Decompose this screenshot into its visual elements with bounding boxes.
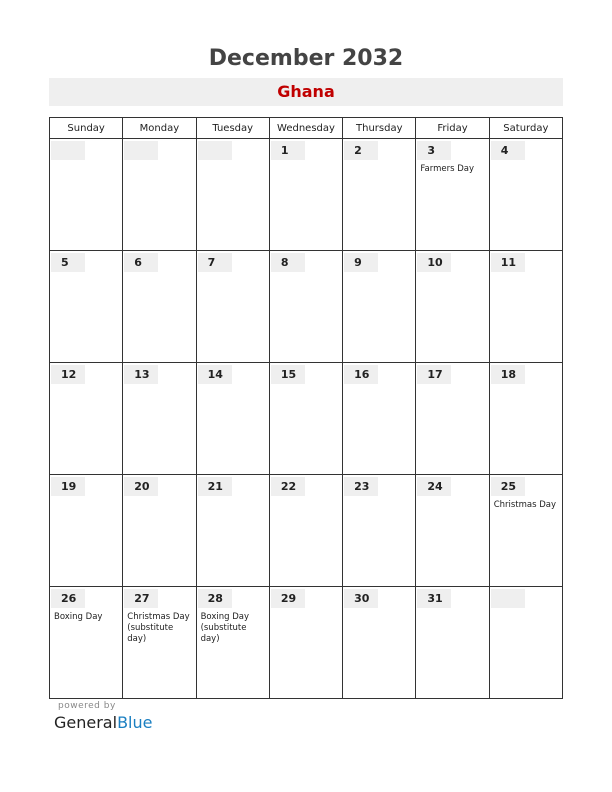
day-cell bbox=[416, 139, 489, 251]
day-cell bbox=[416, 251, 489, 363]
day-number: 5 bbox=[51, 253, 85, 272]
day-cell bbox=[196, 475, 269, 587]
day-cell bbox=[269, 139, 342, 251]
day-cell bbox=[196, 139, 269, 251]
day-number bbox=[51, 141, 85, 160]
day-number: 17 bbox=[417, 365, 451, 384]
day-cell bbox=[489, 363, 562, 475]
day-number: 14 bbox=[198, 365, 232, 384]
weekday-header: Tuesday bbox=[196, 118, 269, 139]
page-title: December 2032 bbox=[208, 46, 404, 71]
brand-logo[interactable] bbox=[54, 713, 152, 732]
day-number: 27 bbox=[124, 589, 158, 608]
weekday-header: Monday bbox=[123, 118, 196, 139]
day-number: 28 bbox=[198, 589, 232, 608]
day-cell bbox=[50, 587, 123, 699]
week-row bbox=[50, 139, 563, 251]
day-cell bbox=[343, 251, 416, 363]
day-cell bbox=[269, 251, 342, 363]
weekday-header: Sunday bbox=[50, 118, 123, 139]
holiday-label: Boxing Day (substitute day) bbox=[200, 612, 249, 644]
day-cell bbox=[343, 475, 416, 587]
holiday-label: Christmas Day (substitute day) bbox=[127, 612, 190, 644]
holiday-label: Boxing Day bbox=[54, 612, 103, 622]
day-number: 12 bbox=[51, 365, 85, 384]
week-row bbox=[50, 251, 563, 363]
day-cell bbox=[489, 475, 562, 587]
week-row bbox=[50, 587, 563, 699]
weekday-header-row bbox=[50, 118, 563, 139]
day-cell bbox=[50, 475, 123, 587]
day-number: 8 bbox=[271, 253, 305, 272]
day-number: 22 bbox=[271, 477, 305, 496]
day-cell bbox=[416, 363, 489, 475]
day-cell bbox=[343, 363, 416, 475]
day-number: 10 bbox=[417, 253, 451, 272]
day-cell bbox=[489, 139, 562, 251]
day-number: 4 bbox=[491, 141, 525, 160]
day-cell bbox=[196, 363, 269, 475]
day-number: 15 bbox=[271, 365, 305, 384]
day-number: 19 bbox=[51, 477, 85, 496]
holiday-label: Farmers Day bbox=[420, 164, 474, 174]
weekday-header: Wednesday bbox=[269, 118, 342, 139]
day-cell bbox=[269, 475, 342, 587]
day-number bbox=[124, 141, 158, 160]
day-number: 2 bbox=[344, 141, 378, 160]
day-number: 23 bbox=[344, 477, 378, 496]
weekday-header: Saturday bbox=[489, 118, 562, 139]
holiday-label: Christmas Day bbox=[493, 500, 557, 510]
day-number: 1 bbox=[271, 141, 305, 160]
weekday-header: Thursday bbox=[343, 118, 416, 139]
day-cell bbox=[123, 587, 196, 699]
day-cell bbox=[489, 251, 562, 363]
day-number: 24 bbox=[417, 477, 451, 496]
day-cell bbox=[123, 475, 196, 587]
day-cell bbox=[416, 475, 489, 587]
day-number: 6 bbox=[124, 253, 158, 272]
powered-by-label: powered by bbox=[58, 701, 116, 711]
day-number: 7 bbox=[198, 253, 232, 272]
day-number bbox=[198, 141, 232, 160]
week-row bbox=[50, 475, 563, 587]
day-number: 13 bbox=[124, 365, 158, 384]
day-number: 21 bbox=[198, 477, 232, 496]
day-cell bbox=[489, 587, 562, 699]
day-number: 25 bbox=[491, 477, 525, 496]
day-cell bbox=[50, 139, 123, 251]
day-cell bbox=[50, 251, 123, 363]
day-cell bbox=[343, 139, 416, 251]
day-cell bbox=[343, 587, 416, 699]
day-number: 16 bbox=[344, 365, 378, 384]
day-number: 31 bbox=[417, 589, 451, 608]
calendar-grid bbox=[49, 117, 563, 699]
country-name: Ghana bbox=[49, 78, 563, 106]
day-cell bbox=[123, 251, 196, 363]
day-number: 30 bbox=[344, 589, 378, 608]
day-number: 18 bbox=[491, 365, 525, 384]
day-number: 9 bbox=[344, 253, 378, 272]
day-cell bbox=[123, 363, 196, 475]
day-cell bbox=[269, 363, 342, 475]
day-cell bbox=[416, 587, 489, 699]
day-cell bbox=[196, 587, 269, 699]
day-number: 29 bbox=[271, 589, 305, 608]
day-number bbox=[491, 589, 525, 608]
brand-general: General bbox=[54, 713, 118, 732]
brand-blue: Blue bbox=[117, 713, 153, 732]
day-cell bbox=[50, 363, 123, 475]
week-row bbox=[50, 363, 563, 475]
day-number: 26 bbox=[51, 589, 85, 608]
day-number: 3 bbox=[417, 141, 451, 160]
day-cell bbox=[196, 251, 269, 363]
day-number: 11 bbox=[491, 253, 525, 272]
day-cell bbox=[269, 587, 342, 699]
weekday-header: Friday bbox=[416, 118, 489, 139]
day-number: 20 bbox=[124, 477, 158, 496]
day-cell bbox=[123, 139, 196, 251]
